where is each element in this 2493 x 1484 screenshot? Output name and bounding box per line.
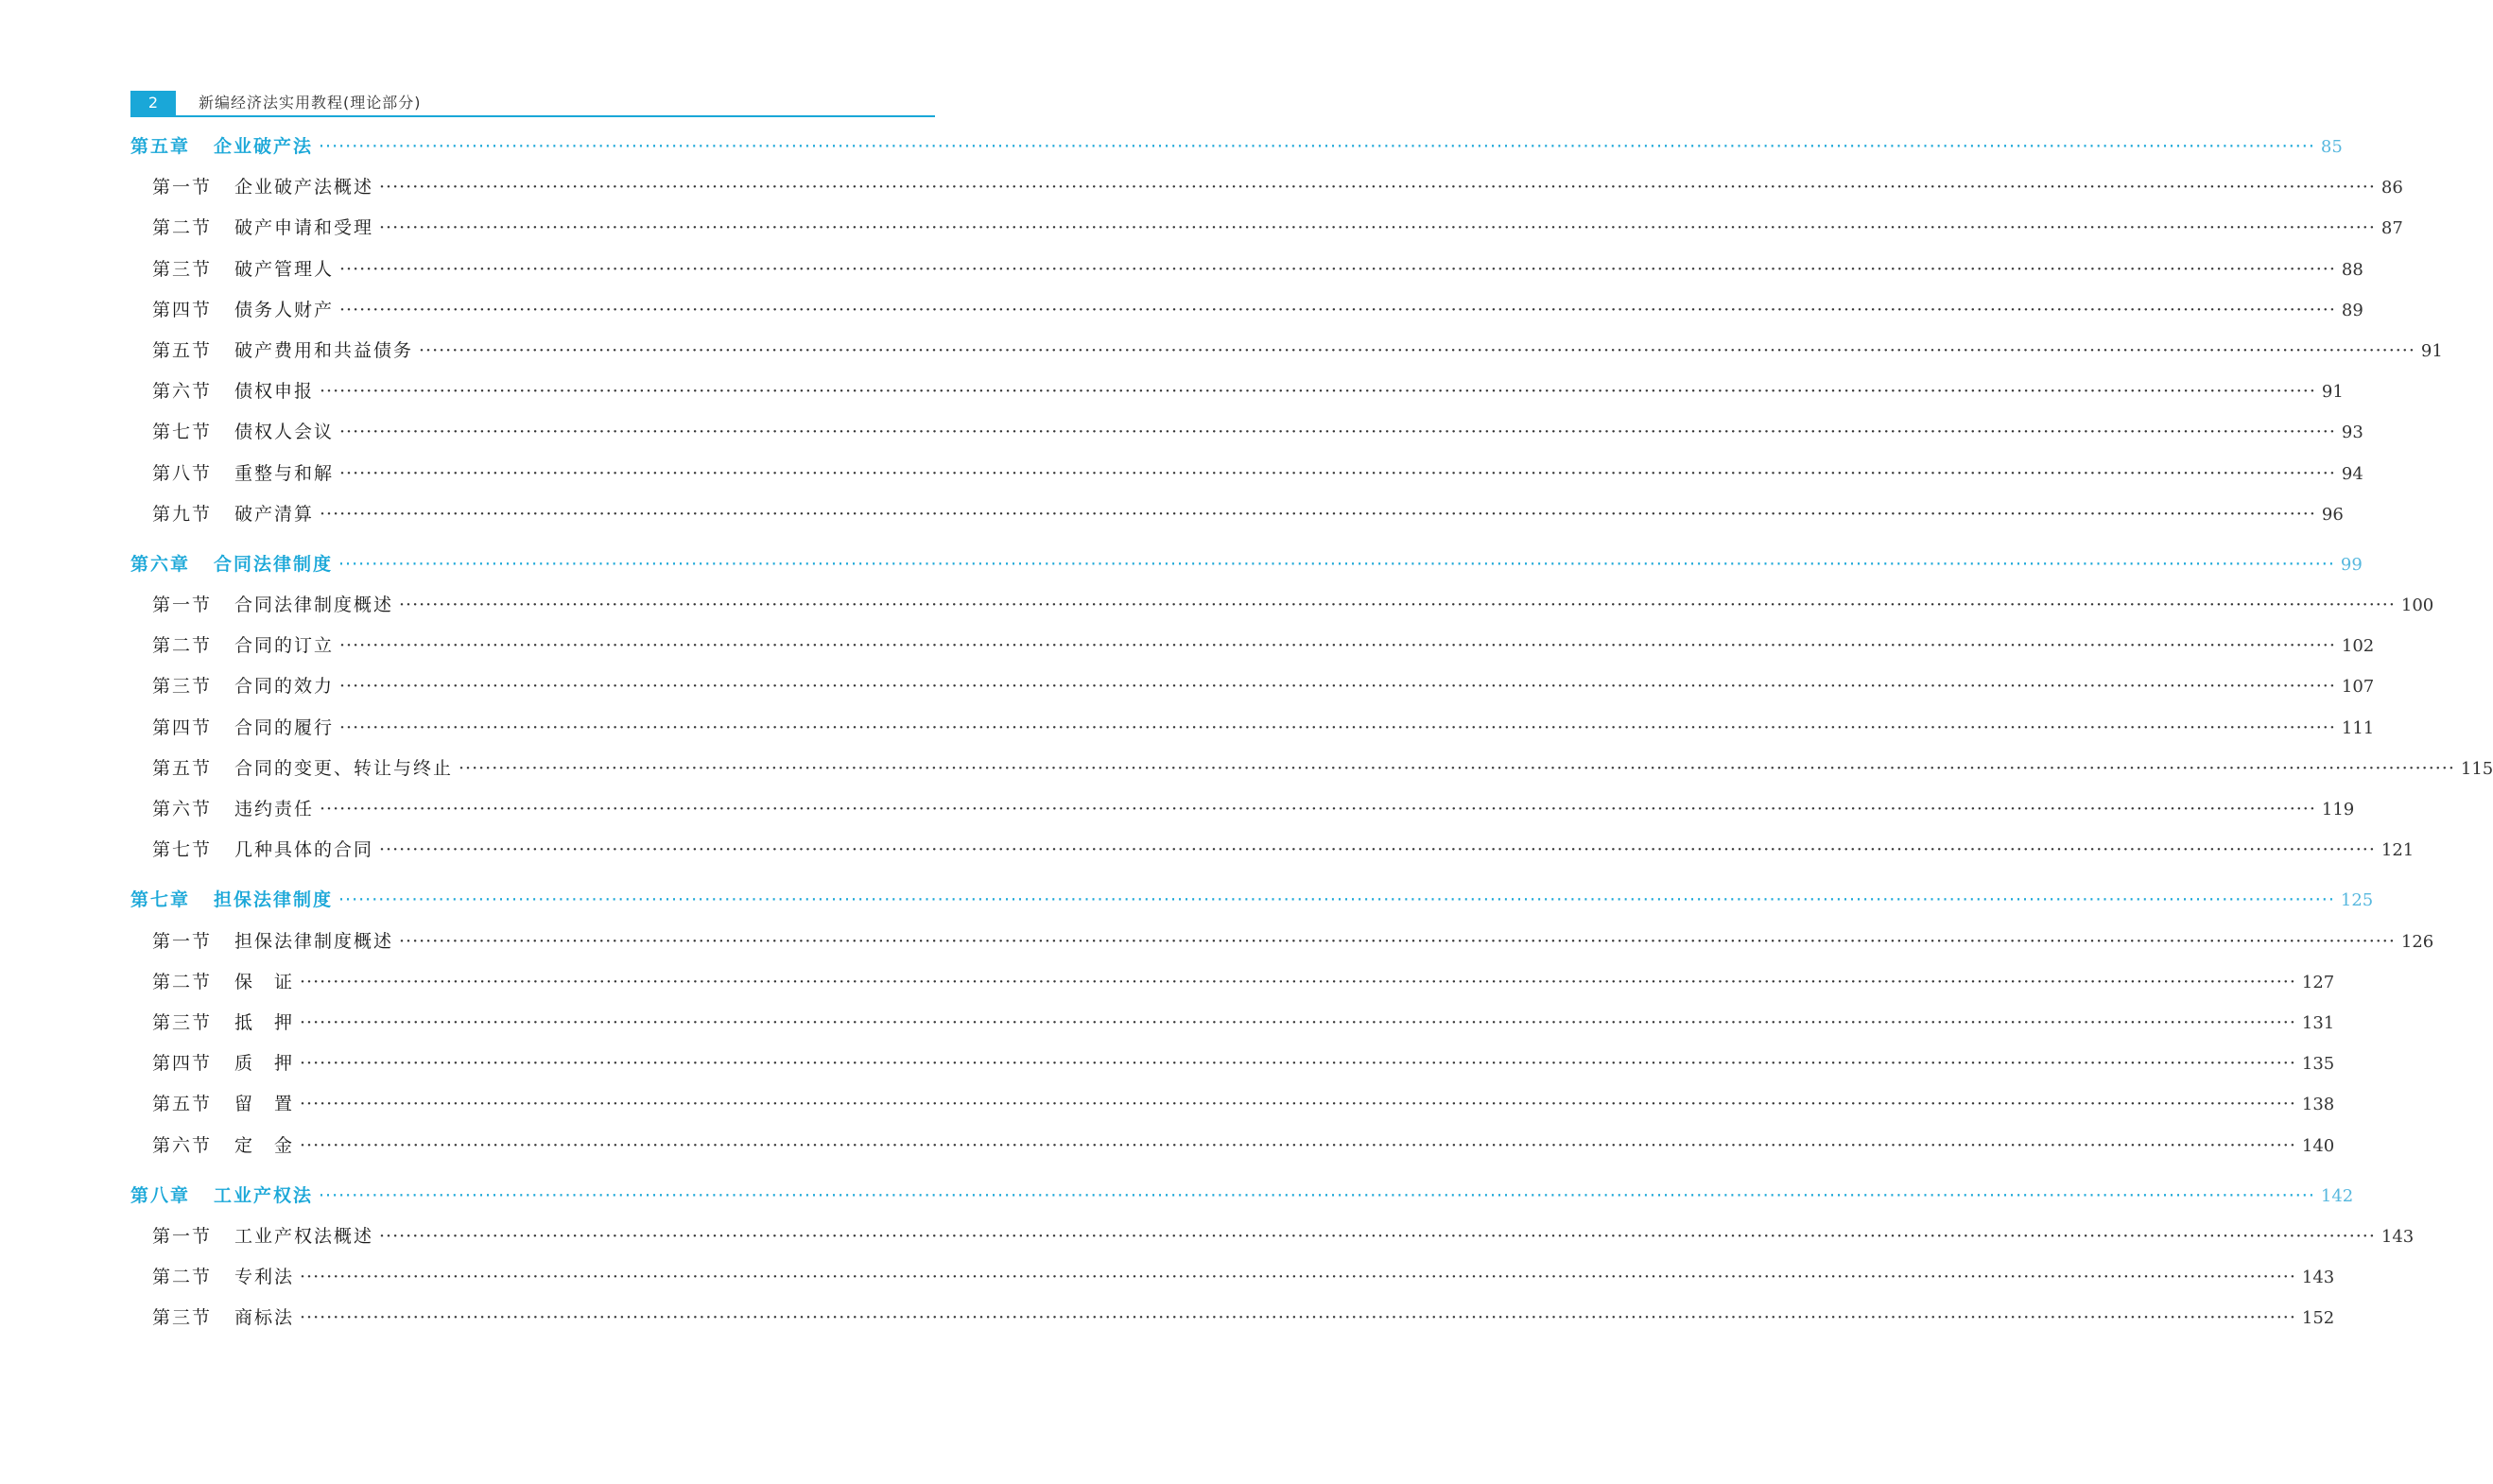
section-number: 第三节 (152, 1011, 213, 1033)
chapter-title: 合同法律制度 (214, 553, 334, 575)
section-number: 第七节 (152, 422, 213, 443)
section-number: 第二节 (152, 635, 213, 657)
toc-section-entry[interactable] (130, 968, 2335, 1009)
section-label (152, 672, 334, 698)
section-title: 抵 押 (234, 1011, 295, 1033)
section-title: 商标法 (234, 1307, 295, 1329)
chapter-number: 第六章 (130, 553, 191, 575)
section-title: 合同的订立 (234, 635, 335, 657)
section-title: 担保法律制度概述 (234, 930, 394, 952)
section-title: 破产管理人 (234, 258, 335, 280)
section-label (152, 631, 334, 657)
section-label (152, 968, 294, 993)
section-title: 专利法 (234, 1267, 295, 1288)
toc-section-entry[interactable] (130, 927, 2434, 968)
section-number: 第一节 (152, 595, 213, 616)
section-title: 合同的效力 (234, 676, 335, 698)
dot-leader: ············································································································································································································································································································ (338, 889, 2335, 911)
section-label (152, 336, 413, 362)
toc-section-entry[interactable] (130, 836, 2415, 876)
dot-leader: ············································································································································································································································································································ (339, 676, 2336, 698)
section-number: 第三节 (152, 676, 213, 698)
section-page-number: 96 (2321, 504, 2344, 525)
section-title: 保 证 (234, 971, 295, 992)
chapter-label (130, 132, 313, 158)
dot-leader: ············································································································································································································································································································ (399, 595, 2396, 616)
toc-section-entry[interactable] (130, 459, 2363, 500)
section-label (152, 1049, 294, 1075)
section-title: 企业破产法概述 (234, 177, 374, 198)
chapter-title: 企业破产法 (214, 136, 314, 157)
section-label (152, 296, 334, 321)
section-label (152, 714, 334, 739)
toc-section-entry[interactable] (130, 500, 2344, 541)
section-title: 工业产权法概述 (234, 1225, 374, 1247)
book-title: 新编经济法实用教程(理论部分) (199, 94, 422, 112)
section-label (152, 255, 334, 281)
section-title: 破产清算 (234, 503, 315, 525)
section-label (152, 173, 373, 198)
section-label (152, 500, 314, 526)
toc-section-entry[interactable] (130, 1303, 2335, 1344)
section-number: 第三节 (152, 258, 213, 280)
section-page-number: 127 (2301, 972, 2335, 992)
section-page-number: 100 (2400, 595, 2434, 616)
section-title: 破产费用和共益债务 (234, 339, 414, 361)
chapter-title: 工业产权法 (214, 1184, 314, 1206)
chapter-page-number: 125 (2340, 890, 2374, 911)
section-number: 第二节 (152, 971, 213, 992)
dot-leader: ············································································································································································································································································································ (339, 716, 2336, 738)
dot-leader: ············································································································································································································································································································ (419, 339, 2415, 361)
section-label (152, 1222, 373, 1248)
dot-leader: ············································································································································································································································································································ (379, 1225, 2376, 1247)
section-title: 质 押 (234, 1053, 295, 1075)
dot-leader: ············································································································································································································································································································ (319, 1184, 2315, 1206)
table-of-contents (130, 132, 2493, 1344)
section-page-number: 143 (2380, 1226, 2415, 1247)
toc-section-entry[interactable] (130, 173, 2403, 214)
section-page-number: 131 (2301, 1012, 2335, 1033)
dot-leader: ············································································································································································································································································································ (339, 299, 2336, 320)
toc-section-entry[interactable] (130, 1049, 2335, 1090)
page-number-badge: 2 (130, 91, 176, 115)
toc-section-entry[interactable] (130, 1009, 2335, 1049)
dot-leader: ············································································································································································································································································································ (339, 258, 2336, 280)
section-number: 第三节 (152, 1307, 213, 1329)
toc-section-entry[interactable] (130, 377, 2344, 418)
chapter-page-number: 142 (2320, 1185, 2354, 1206)
section-number: 第一节 (152, 1225, 213, 1247)
dot-leader: ············································································································································································································································································································ (300, 1267, 2296, 1288)
section-title: 债权申报 (234, 381, 315, 403)
header-rule (130, 115, 935, 117)
section-title: 留 置 (234, 1094, 295, 1115)
section-number: 第四节 (152, 1053, 213, 1075)
section-page-number: 88 (2341, 259, 2363, 280)
section-page-number: 107 (2341, 677, 2375, 698)
section-label (152, 377, 314, 403)
section-page-number: 140 (2301, 1135, 2335, 1156)
section-number: 第二节 (152, 217, 213, 239)
dot-leader: ············································································································································································································································································································ (319, 136, 2315, 157)
section-page-number: 111 (2341, 717, 2375, 738)
section-number: 第五节 (152, 757, 213, 779)
section-title: 合同的履行 (234, 716, 335, 738)
section-number: 第六节 (152, 799, 213, 820)
section-page-number: 152 (2301, 1308, 2335, 1329)
section-number: 第一节 (152, 930, 213, 952)
dot-leader: ············································································································································································································································································································ (300, 1094, 2296, 1115)
chapter-label (130, 550, 333, 576)
section-label (152, 459, 334, 485)
section-page-number: 119 (2321, 800, 2355, 820)
section-label (152, 1263, 294, 1288)
section-number: 第四节 (152, 299, 213, 320)
toc-section-entry[interactable] (130, 672, 2375, 713)
chapter-label (130, 886, 333, 911)
page-header (130, 91, 935, 117)
chapter-page-number: 85 (2320, 137, 2343, 157)
dot-leader: ············································································································································································································································································································ (339, 635, 2336, 657)
section-page-number: 89 (2341, 300, 2363, 320)
toc-section-entry[interactable] (130, 1222, 2415, 1263)
section-label (152, 1009, 294, 1034)
toc-section-entry[interactable] (130, 714, 2375, 754)
dot-leader: ············································································································································································································································································································ (459, 757, 2455, 779)
chapter-title: 担保法律制度 (214, 889, 334, 911)
section-page-number: 91 (2420, 340, 2443, 361)
section-title: 破产申请和受理 (234, 217, 374, 239)
section-page-number: 102 (2341, 636, 2375, 657)
toc-section-entry[interactable] (130, 1131, 2335, 1172)
dot-leader: ············································································································································································································································································································ (300, 1307, 2296, 1329)
toc-section-entry[interactable] (130, 631, 2375, 672)
section-page-number: 138 (2301, 1095, 2335, 1115)
section-title: 几种具体的合同 (234, 839, 374, 861)
section-page-number: 115 (2460, 758, 2493, 779)
section-label (152, 927, 393, 953)
dot-leader: ············································································································································································································································································································ (300, 1011, 2296, 1033)
dot-leader: ············································································································································································································································································································ (339, 462, 2336, 484)
section-number: 第二节 (152, 1267, 213, 1288)
section-title: 违约责任 (234, 799, 315, 820)
section-label (152, 754, 453, 780)
section-title: 债权人会议 (234, 422, 335, 443)
toc-chapter-entry[interactable] (130, 886, 2374, 926)
dot-leader: ············································································································································································································································································································ (339, 422, 2336, 443)
section-page-number: 86 (2380, 178, 2403, 198)
section-label (152, 214, 373, 239)
section-page-number: 135 (2301, 1054, 2335, 1075)
dot-leader: ············································································································································································································································································································ (338, 553, 2335, 575)
section-label (152, 1131, 294, 1157)
section-title: 合同法律制度概述 (234, 595, 394, 616)
section-title: 合同的变更、转让与终止 (234, 757, 454, 779)
section-label (152, 418, 334, 443)
toc-section-entry[interactable] (130, 255, 2363, 296)
section-number: 第一节 (152, 177, 213, 198)
section-page-number: 93 (2341, 423, 2363, 443)
section-number: 第六节 (152, 1134, 213, 1156)
dot-leader: ············································································································································································································································································································ (379, 839, 2376, 861)
dot-leader: ············································································································································································································································································································ (320, 799, 2316, 820)
section-label (152, 795, 314, 820)
toc-section-entry[interactable] (130, 214, 2403, 254)
toc-chapter-entry[interactable] (130, 1182, 2354, 1222)
toc-section-entry[interactable] (130, 418, 2363, 458)
section-number: 第四节 (152, 716, 213, 738)
section-page-number: 143 (2301, 1268, 2335, 1288)
section-title: 债务人财产 (234, 299, 335, 320)
dot-leader: ············································································································································································································································································································ (320, 503, 2316, 525)
section-page-number: 94 (2341, 463, 2363, 484)
section-page-number: 126 (2400, 931, 2434, 952)
chapter-number: 第五章 (130, 136, 191, 157)
dot-leader: ············································································································································································································································································································ (379, 177, 2376, 198)
section-number: 第八节 (152, 462, 213, 484)
chapter-number: 第八章 (130, 1184, 191, 1206)
section-page-number: 91 (2321, 382, 2344, 403)
section-number: 第六节 (152, 381, 213, 403)
section-number: 第五节 (152, 1094, 213, 1115)
toc-chapter-entry[interactable] (130, 132, 2343, 173)
toc-section-entry[interactable] (130, 1263, 2335, 1303)
chapter-page-number: 99 (2340, 554, 2363, 575)
section-title: 重整与和解 (234, 462, 335, 484)
toc-section-entry[interactable] (130, 336, 2443, 377)
dot-leader: ············································································································································································································································································································ (300, 971, 2296, 992)
section-number: 第五节 (152, 339, 213, 361)
section-title: 定 金 (234, 1134, 295, 1156)
chapter-number: 第七章 (130, 889, 191, 911)
section-number: 第七节 (152, 839, 213, 861)
toc-chapter-entry[interactable] (130, 550, 2363, 591)
dot-leader: ············································································································································································································································································································ (379, 217, 2376, 239)
toc-section-entry[interactable] (130, 591, 2434, 631)
dot-leader: ············································································································································································································································································································ (300, 1053, 2296, 1075)
section-page-number: 87 (2380, 218, 2403, 239)
dot-leader: ············································································································································································································································································································ (399, 930, 2396, 952)
toc-section-entry[interactable] (130, 296, 2363, 336)
chapter-label (130, 1182, 313, 1207)
toc-section-entry[interactable] (130, 795, 2355, 836)
section-number: 第九节 (152, 503, 213, 525)
section-label (152, 1303, 294, 1329)
toc-section-entry[interactable] (130, 754, 2493, 795)
section-label (152, 836, 373, 861)
section-label (152, 1090, 294, 1115)
dot-leader: ············································································································································································································································································································ (300, 1134, 2296, 1156)
section-label (152, 591, 393, 616)
dot-leader: ············································································································································································································································································································ (320, 381, 2316, 403)
section-page-number: 121 (2380, 840, 2415, 861)
toc-section-entry[interactable] (130, 1090, 2335, 1130)
